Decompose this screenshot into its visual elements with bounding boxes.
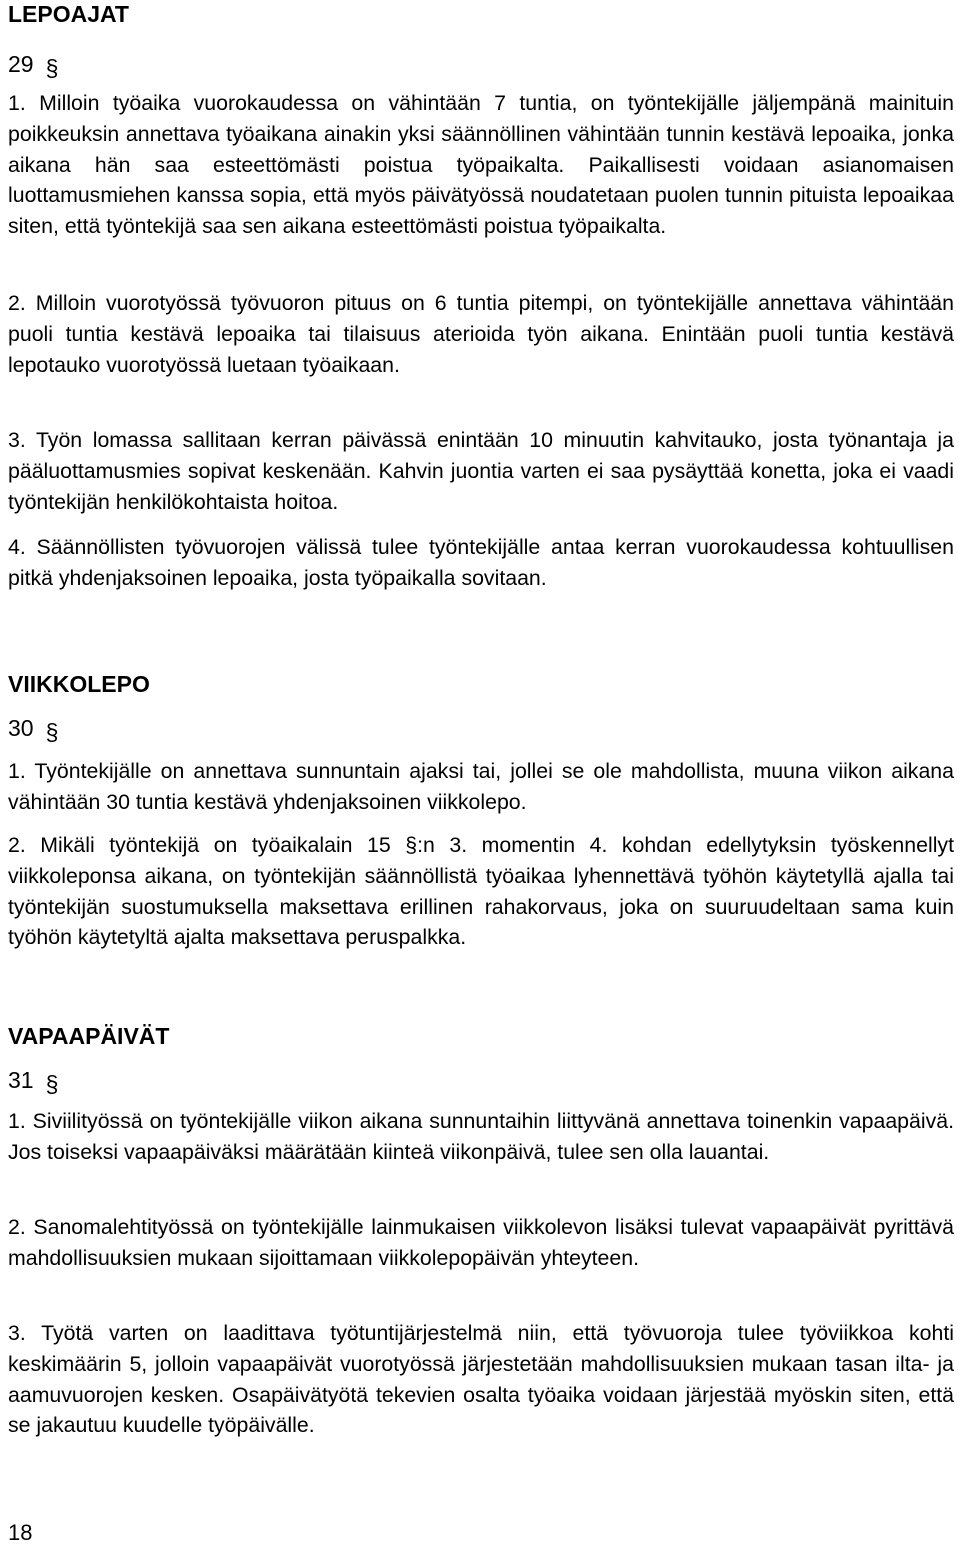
section-number [8, 50, 59, 81]
section-number-value: 29 [8, 51, 34, 77]
paragraph: 2. Milloin vuorotyössä työvuoron pituus on 6 tuntia pitempi, on työntekijälle annettava vähintään puoli tuntia kestävä lepoaika tai tilaisuus aterioida työn aikana. Enintään puoli tuntia kestävä lepotauko vuorotyössä luetaan työaikaan. [8, 291, 954, 377]
paragraph: 2. Sanomalehtityössä on työntekijälle lainmukaisen viikkolevon lisäksi tulevat vapaapäivät pyrittävä mahdollisuuksien mukaan sijoittamaan viikkolepopäivän yhteyteen. [8, 1215, 954, 1270]
section-sign: § [45, 1071, 59, 1097]
section-title: LEPOAJAT [8, 1, 129, 27]
section-title: VAPAAPÄIVÄT [8, 1023, 170, 1049]
section-sign: § [45, 55, 59, 81]
section-number-value: 30 [8, 715, 34, 741]
section-number-value: 31 [8, 1067, 34, 1093]
paragraph: 1. Milloin työaika vuorokaudessa on vähintään 7 tuntia, on työntekijälle jäljempänä mainituin poikkeuksin annettava työaikana ainakin yksi säännöllinen vähintään tunnin kestävä lepoaika, jonka aikana hän saa esteettömästi poistua työpaikalta. Paikallisesti voidaan asianomaisen luottamusmiehen kanssa sopia, että myös päivätyössä noudatetaan puolen tunnin pituista lepoaikaa siten, että työntekijä saa sen aikana esteettömästi poistua työpaikalta. [8, 91, 954, 239]
paragraph: 4. Säännöllisten työvuorojen välissä tulee työntekijälle antaa kerran vuorokaudessa kohtuullisen pitkä yhdenjaksoinen lepoaika, josta työpaikalla sovitaan. [8, 535, 954, 590]
page-number: 18 [8, 1520, 33, 1545]
section-title: VIIKKOLEPO [8, 671, 150, 697]
section-number [8, 714, 59, 745]
paragraph: 3. Työn lomassa sallitaan kerran päivässä enintään 10 minuutin kahvitauko, josta työnantaja ja pääluottamusmies sopivat keskenään. Kahvin juontia varten ei saa pysäyttää konetta, joka ei vaadi työntekijän henkilökohtaista hoitoa. [8, 428, 954, 514]
section-sign: § [45, 719, 59, 745]
section-number [8, 1066, 59, 1097]
paragraph: 1. Siviilityössä on työntekijälle viikon aikana sunnuntaihin liittyvänä annettava toinenkin vapaapäivä. Jos toiseksi vapaapäiväksi määrätään kiinteä viikonpäivä, tulee sen olla lauantai. [8, 1109, 954, 1164]
paragraph: 1. Työntekijälle on annettava sunnuntain ajaksi tai, jollei se ole mahdollista, muuna viikon aikana vähintään 30 tuntia kestävä yhdenjaksoinen viikkolepo. [8, 759, 954, 814]
paragraph: 3. Työtä varten on laadittava työtuntijärjestelmä niin, että työvuoroja tulee työviikkoa kohti keskimäärin 5, jolloin vapaapäivät vuorotyössä järjestetään mahdollisuuksien mukaan tasan ilta- ja aamuvuorojen kesken. Osapäivätyötä tekevien osalta työaika voidaan järjestää myöskin siten, että se jakautuu kuudelle työpäivälle. [8, 1321, 954, 1438]
paragraph: 2. Mikäli työntekijä on työaikalain 15 §:n 3. momentin 4. kohdan edellytyksin työskennellyt viikkoleponsa aikana, on työntekijän säännöllistä työaikaa lyhennettävä työhön käytetyllä ajalla tai työntekijän suostumuksella maksettava erillinen rahakorvaus, joka on suuruudeltaan sama kuin työhön käytetyltä ajalta maksettava peruspalkka. [8, 833, 954, 950]
